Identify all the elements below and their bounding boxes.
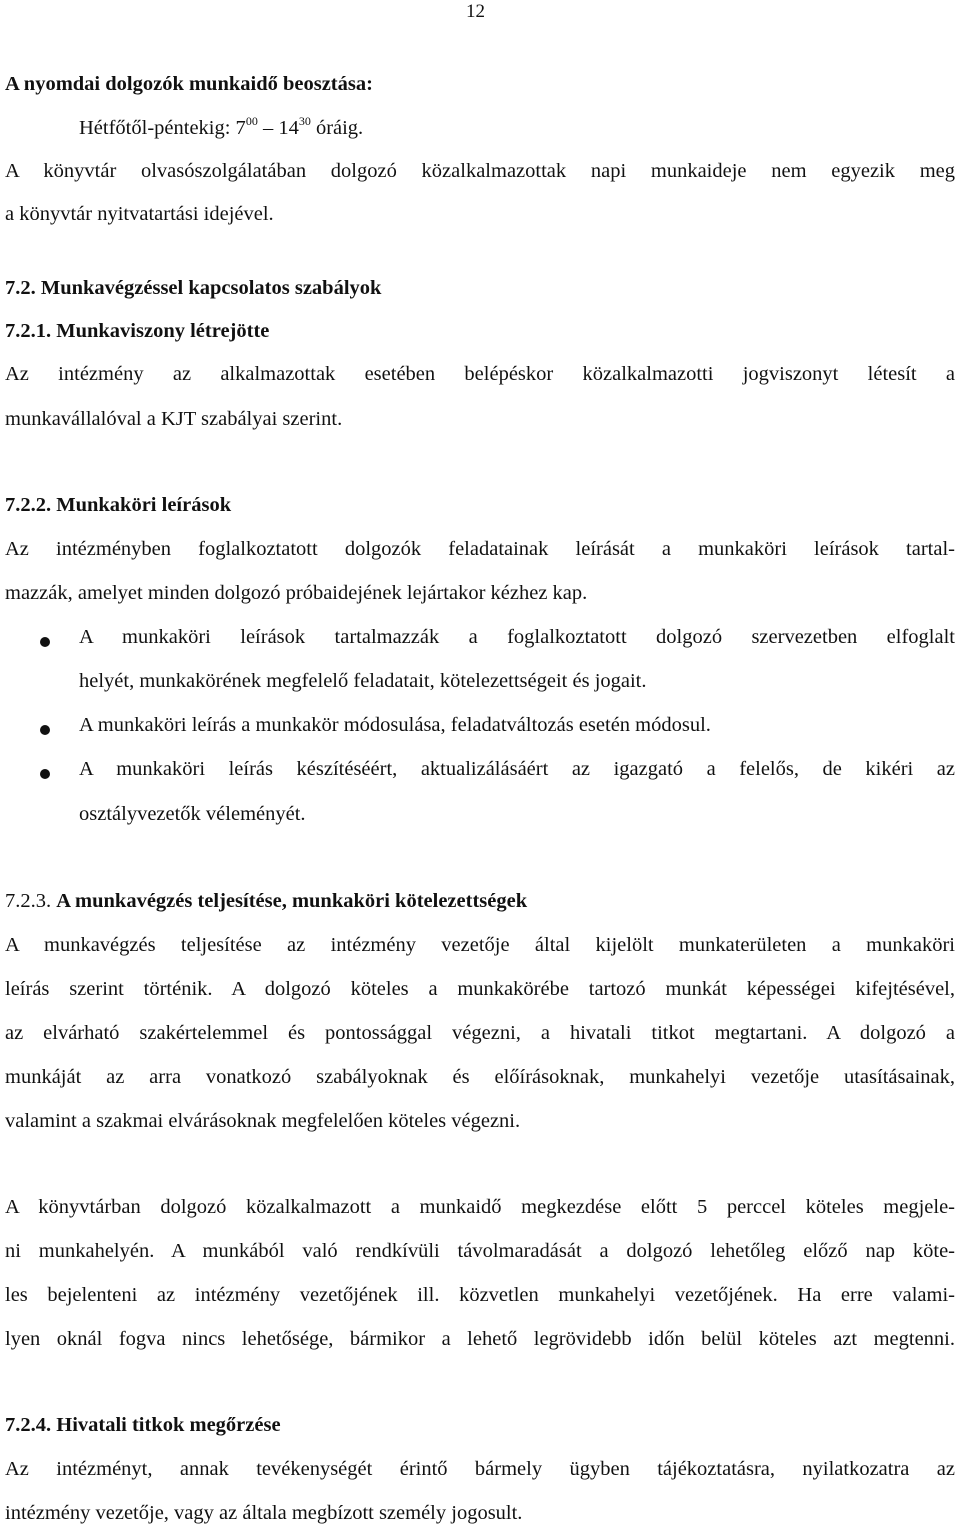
bullet-1-line-1: A munkaköri leírások tartalmazzák a foglalkoztatott dolgozó szervezetben elfoglalt	[79, 626, 955, 648]
bullet-dot	[40, 637, 50, 647]
page-number: 12	[466, 1, 485, 22]
section-7-2-4-line-1: Az intézményt, annak tevékenységét érintő bármely ügyben tájékoztatásra, nyilatkozatra az	[5, 1458, 955, 1480]
section-7-2-3-heading: 7.2.3. A munkavégzés teljesítése, munkaköri kötelezettségek	[5, 890, 528, 912]
section-7-2-1-heading: 7.2.1. Munkaviszony létrejötte	[5, 320, 270, 342]
section-7-2-3-p1-line-2: leírás szerint történik. A dolgozó köteles a munkakörébe tartozó munkát képességei kifejtésével,	[5, 978, 955, 1000]
section-7-2-4-line-2: intézmény vezetője, vagy az általa megbízott személy jogosult.	[5, 1502, 523, 1524]
section-7-2-3-p1-line-1: A munkavégzés teljesítése az intézmény vezetője által kijelölt munkaterületen a munkaköri	[5, 934, 955, 956]
bullet-3-line-1: A munkaköri leírás készítéséért, aktualizálásáért az igazgató a felelős, de kikéri az	[79, 758, 955, 780]
section-7-2-3-p1-line-5: valamint a szakmai elvárásoknak megfelelően köteles végezni.	[5, 1110, 521, 1132]
section-7-2-2-line-2: mazzák, amelyet minden dolgozó próbaidejének lejártakor kézhez kap.	[5, 582, 588, 604]
section-7-2-heading: 7.2. Munkavégzéssel kapcsolatos szabályok	[5, 277, 382, 299]
section-7-2-3-p2-line-4: lyen oknál fogva nincs lehetősége, bármikor a lehető legrövidebb időn belül köteles azt megtenni.	[5, 1328, 955, 1350]
section-7-2-3-p1-line-3: az elvárható szakértelemmel és pontossággal végezni, a hivatali titkot megtartani. A dolgozó a	[5, 1022, 955, 1044]
schedule-heading: A nyomdai dolgozók munkaidő beosztása:	[5, 73, 373, 95]
section-7-2-1-line-1: Az intézmény az alkalmazottak esetében belépéskor közalkalmazotti jogviszonyt létesít a	[5, 363, 955, 385]
section-7-2-3-p2-line-3: les bejelenteni az intézmény vezetőjének ill. közvetlen munkahelyi vezetőjének. Ha erre valami-	[5, 1284, 955, 1306]
section-7-2-4-heading: 7.2.4. Hivatali titkok megőrzése	[5, 1414, 281, 1436]
section-7-2-3-p1-line-4: munkáját az arra vonatkozó szabályoknak és előírásoknak, munkahelyi vezetője utasításainak,	[5, 1066, 955, 1088]
bullet-3-line-2: osztályvezetők véleményét.	[79, 803, 306, 825]
bullet-dot	[40, 769, 50, 779]
bullet-1-line-2: helyét, munkakörének megfelelő feladatait, kötelezettségeit és jogait.	[79, 670, 647, 692]
reading-service-line-2: a könyvtár nyitvatartási idejével.	[5, 203, 274, 225]
section-7-2-1-line-2: munkavállalóval a KJT szabályai szerint.	[5, 408, 343, 430]
bullet-dot	[40, 725, 50, 735]
section-7-2-2-heading: 7.2.2. Munkaköri leírások	[5, 494, 232, 516]
section-7-2-3-p2-line-1: A könyvtárban dolgozó közalkalmazott a munkaidő megkezdése előtt 5 perccel köteles megjele-	[5, 1196, 955, 1218]
schedule-hours: Hétfőtől-péntekig: $7^{00} - 14^{30}$ óráig.	[79, 114, 364, 139]
bullet-2-line-1: A munkaköri leírás a munkakör módosulása, feladatváltozás esetén módosul.	[79, 714, 711, 736]
reading-service-line-1: A könyvtár olvasószolgálatában dolgozó közalkalmazottak napi munkaideje nem egyezik meg	[5, 160, 955, 182]
section-7-2-2-line-1: Az intézményben foglalkoztatott dolgozók feladatainak leírását a munkaköri leírások tartal-	[5, 538, 955, 560]
section-7-2-3-p2-line-2: ni munkahelyén. A munkából való rendkívüli távolmaradását a dolgozó lehetőleg előző nap köte-	[5, 1240, 955, 1262]
